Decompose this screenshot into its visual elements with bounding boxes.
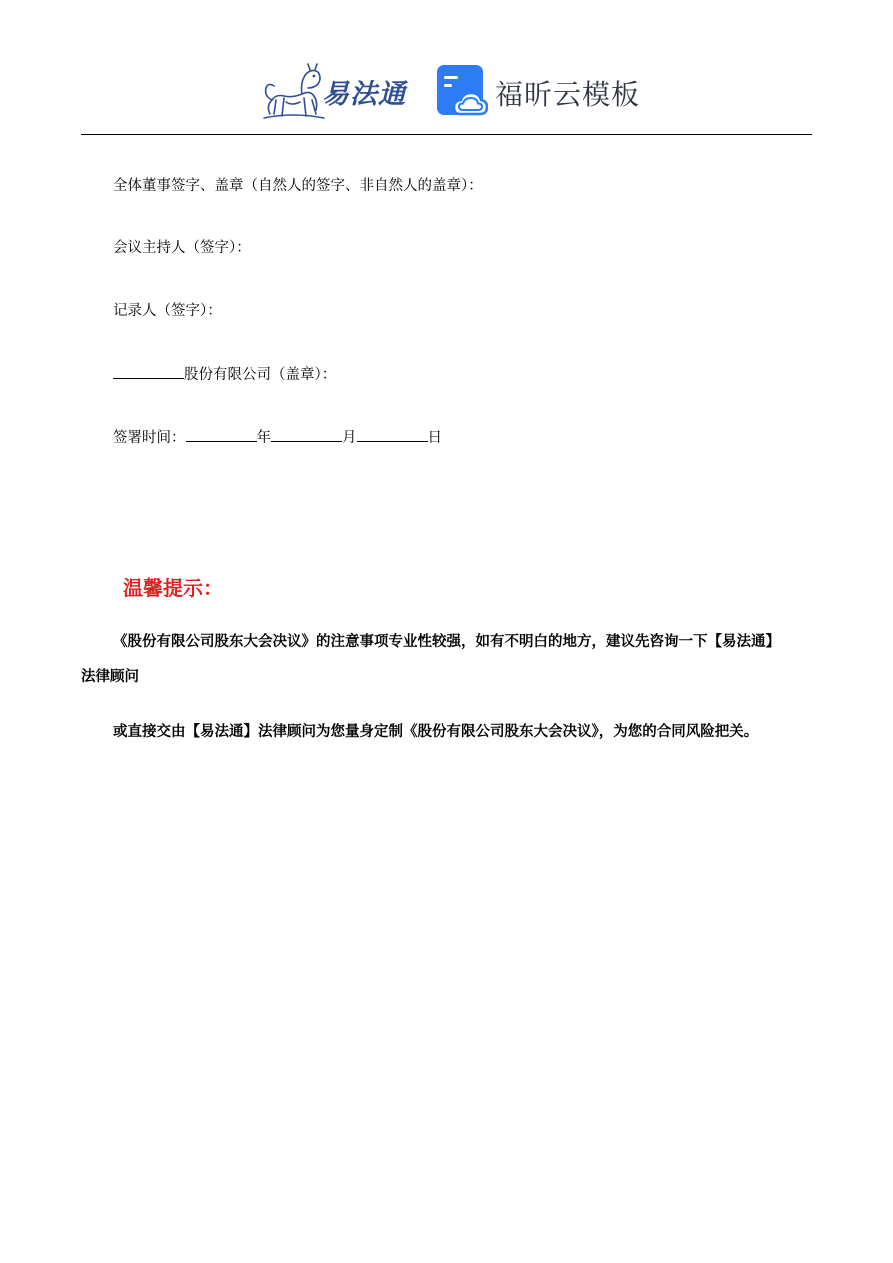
month-label: 月 [342, 430, 357, 446]
kirin-icon [262, 62, 326, 120]
company-name-blank [113, 363, 184, 379]
foxit-wordmark: 福昕云模板 [495, 78, 641, 111]
host-signature-line: 会议主持人（签字）： [113, 240, 251, 256]
month-blank [271, 426, 342, 442]
day-label: 日 [427, 430, 442, 446]
yifatong-logo [262, 62, 422, 120]
yifatong-wordmark: 易法通 [322, 79, 406, 110]
day-blank [357, 426, 428, 442]
page-header [0, 58, 893, 124]
tip-paragraph-2: 或直接交由【易法通】法律顾问为您量身定制《股份有限公司股东大会决议》，为您的合同风险把关。 [113, 723, 759, 740]
company-seal-label: 股份有限公司（盖章）： [184, 367, 337, 383]
header-divider [81, 134, 812, 135]
signing-date-line [113, 426, 442, 448]
tip-paragraph-1-line-1: 《股份有限公司股东大会决议》的注意事项专业性较强，如有不明白的地方，建议先咨询一下【易法通】 [113, 633, 780, 650]
recorder-signature-line: 记录人（签字）： [113, 303, 222, 319]
foxit-cloud-template-logo [436, 64, 641, 120]
signing-date-label: 签署时间： [113, 430, 186, 446]
year-blank [186, 426, 257, 442]
year-label: 年 [256, 430, 271, 446]
directors-signature-line: 全体董事签字、盖章（自然人的签字、非自然人的盖章）： [113, 178, 483, 194]
tip-paragraph-1-line-2: 法律顾问 [81, 668, 139, 685]
company-seal-line [113, 363, 336, 385]
foxit-cloud-icon [436, 64, 488, 118]
tip-title: 温馨提示： [123, 576, 223, 600]
